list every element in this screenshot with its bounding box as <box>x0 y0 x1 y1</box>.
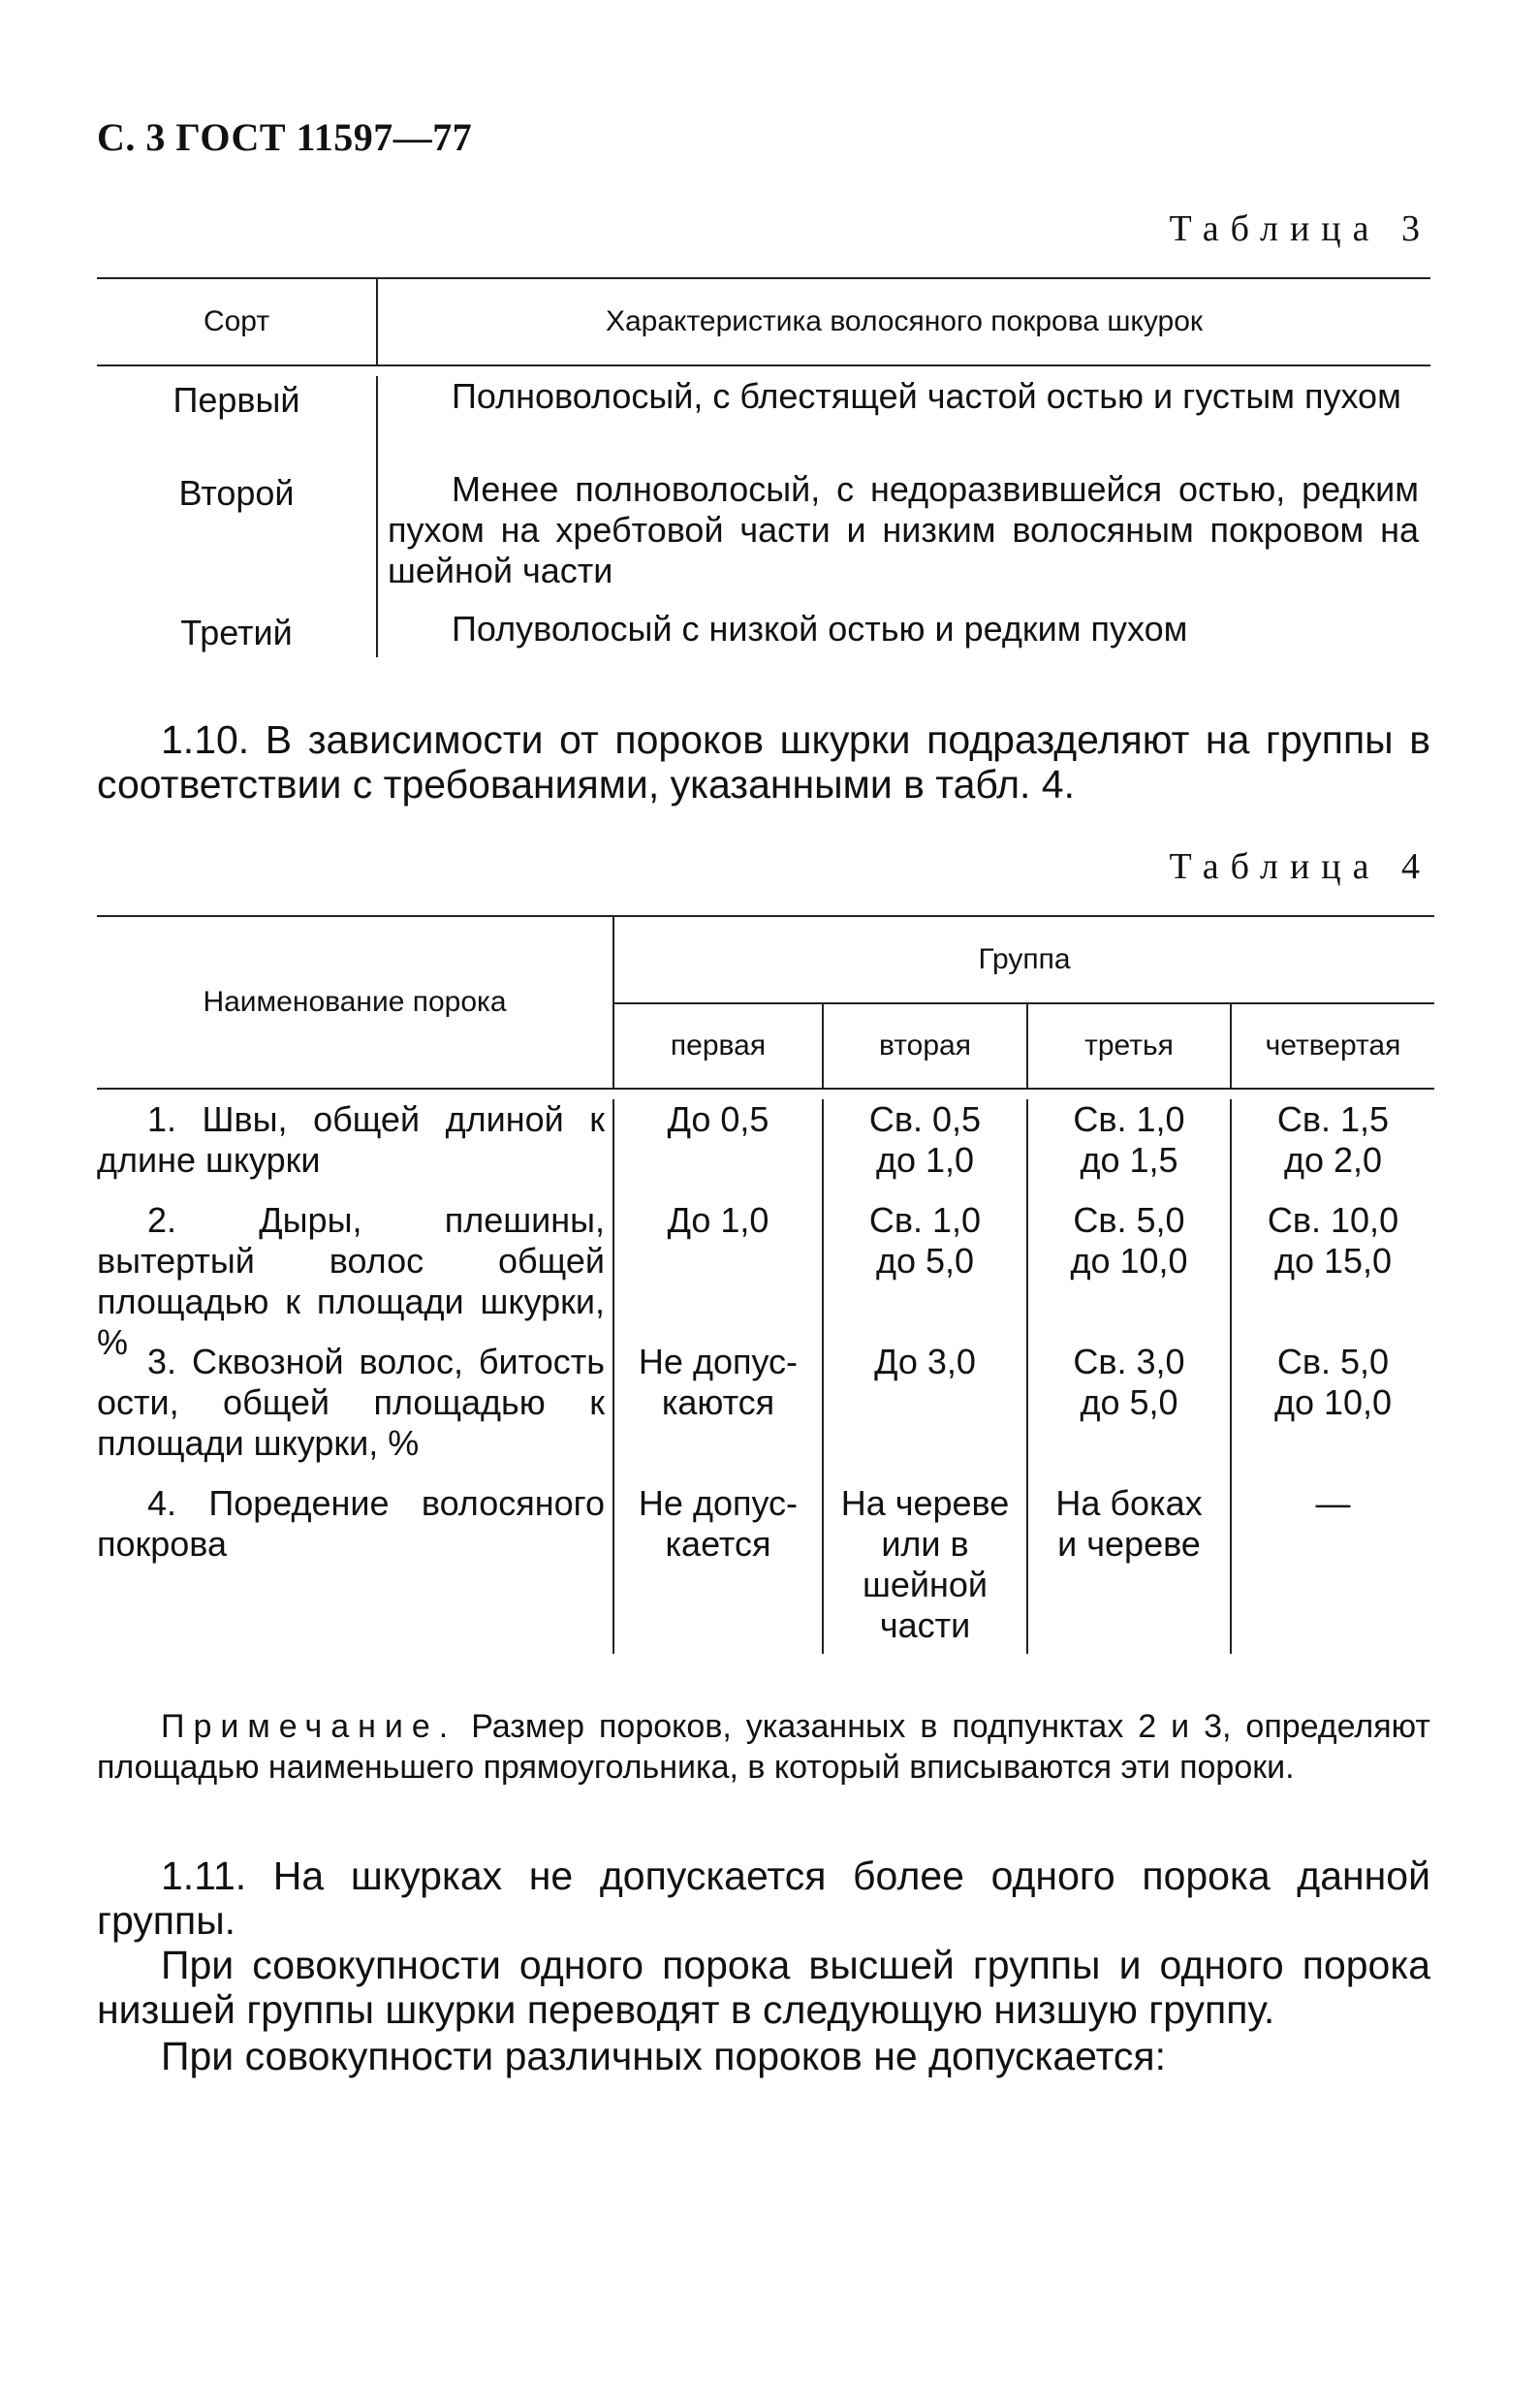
paragraph-combination-2: При совокупности различных пороков не допускается: <box>161 2034 1167 2078</box>
cell-line: Св. 5,0 <box>1073 1200 1185 1240</box>
group-4-value <box>1232 1342 1434 1483</box>
group-2-value <box>824 1099 1028 1200</box>
table-3-caption: Таблица 3 <box>1169 208 1431 249</box>
group-1-value <box>614 1483 824 1654</box>
cell-line: до 10,0 <box>1273 1382 1393 1422</box>
cell-line: До 1,0 <box>667 1200 769 1240</box>
defect-name: 4. Поредение волосяного покрова <box>97 1483 614 1654</box>
paragraph-1-10: 1.10. В зависимости от пороков шкурки подразделяют на группы в соответствии с требованиями, указанными в табл. 4. <box>97 717 1430 807</box>
cell-line: Св. 1,5 <box>1276 1099 1390 1139</box>
table-row <box>97 366 1430 469</box>
table-4-col-third: третья <box>1028 1004 1232 1088</box>
group-3-value <box>1028 1099 1232 1200</box>
group-4-value <box>1232 1200 1434 1342</box>
cell-line: Не допус- <box>638 1483 799 1523</box>
cell-line: До 0,5 <box>667 1099 769 1139</box>
cell-line: — <box>1315 1483 1351 1523</box>
defect-name: 2. Дыры, плешины, вытертый волос общей площадью к площади шкурки, % <box>97 1200 614 1342</box>
group-3-value <box>1028 1483 1232 1654</box>
cell-line: и череве <box>1057 1524 1201 1564</box>
cell-line: до 5,0 <box>1080 1382 1178 1422</box>
table-3-description-text: Полуволосый с низкой остью и редким пухом <box>452 609 1188 649</box>
table-3-description-text: Менее полноволосый, с недоразвившейся остью, редким пухом на хребтовой части и низким волосяным покровом на шейной части <box>388 469 1419 590</box>
table-3-grade: Первый <box>97 376 378 469</box>
cell-line: Св. 1,0 <box>1073 1099 1185 1139</box>
group-4-value <box>1232 1099 1434 1200</box>
cell-line: до 5,0 <box>875 1241 975 1281</box>
table-4-col-fourth: четвертая <box>1265 1030 1401 1061</box>
table-4-header-name: Наименование порока <box>97 917 614 1088</box>
cell-line: каются <box>661 1382 775 1422</box>
paragraph-1-11: 1.11. На шкурках не допускается более одного порока данной группы. <box>97 1854 1430 1943</box>
cell-line: Св. 0,5 <box>868 1099 982 1139</box>
table-4 <box>97 915 1434 1654</box>
cell-line: до 1,0 <box>875 1140 975 1180</box>
cell-line: До 3,0 <box>874 1342 976 1381</box>
cell-line: до 15,0 <box>1273 1241 1393 1281</box>
table-3-header <box>97 279 1430 366</box>
table-3 <box>97 277 1430 667</box>
defect-name: 3. Сквозной волос, битость ости, общей площадью к площади шкурки, % <box>97 1342 614 1483</box>
cell-line: части <box>879 1605 971 1645</box>
table-4-body <box>97 1090 1434 1654</box>
table-4-group-title: Группа <box>614 917 1434 1004</box>
group-1-value <box>614 1099 824 1200</box>
group-1-value <box>614 1200 824 1342</box>
group-2-value <box>824 1200 1028 1342</box>
cell-line: шейной <box>862 1565 989 1604</box>
defect-name: 1. Швы, общей длиной к длине шкурки <box>97 1099 614 1200</box>
group-3-value <box>1028 1342 1232 1483</box>
cell-line: Св. 3,0 <box>1073 1342 1185 1381</box>
group-4-value <box>1232 1483 1434 1654</box>
note <box>97 1706 1430 1788</box>
table-3-description <box>378 609 1430 657</box>
group-2-value <box>824 1483 1028 1654</box>
table-3-description <box>378 469 1430 609</box>
note-text: Размер пороков, указанных в подпунктах 2 и 3, определяют площадью наименьшего прямоугольника, в который вписываются эти пороки. <box>97 1708 1430 1786</box>
cell-line: На боках <box>1055 1483 1203 1523</box>
cell-line: Св. 1,0 <box>868 1200 982 1240</box>
table-row <box>97 1483 1434 1654</box>
cell-line: Св. 5,0 <box>1276 1342 1390 1381</box>
table-3-description-text: Полноволосый, с блестящей частой остью и густым пухом <box>452 376 1401 416</box>
table-3-description <box>378 376 1430 469</box>
cell-line: до 1,5 <box>1080 1140 1178 1180</box>
group-3-value <box>1028 1200 1232 1342</box>
table-4-group-columns <box>614 1004 1434 1088</box>
table-4-header-group <box>614 917 1434 1088</box>
table-3-header-description: Характеристика волосяного покрова шкурок <box>605 305 1204 337</box>
cell-line: Св. 10,0 <box>1267 1200 1399 1240</box>
table-4-col-second: вторая <box>824 1004 1028 1088</box>
table-row <box>97 1099 1434 1200</box>
table-4-col-first: первая <box>614 1004 824 1088</box>
table-4-header <box>97 917 1434 1090</box>
cell-line: На череве <box>840 1483 1010 1523</box>
table-3-grade: Второй <box>97 469 378 609</box>
group-2-value <box>824 1342 1028 1483</box>
group-1-value <box>614 1342 824 1483</box>
table-row <box>97 609 1430 667</box>
table-row <box>97 469 1430 609</box>
table-3-header-grade: Сорт <box>97 279 378 364</box>
page-header: С. 3 ГОСТ 11597—77 <box>97 115 473 159</box>
table-4-caption: Таблица 4 <box>1169 846 1431 887</box>
cell-line: до 2,0 <box>1283 1140 1383 1180</box>
cell-line: или в <box>881 1524 969 1564</box>
note-label: Примечание. <box>161 1708 457 1745</box>
cell-line: Не допус- <box>638 1342 799 1381</box>
paragraph-combination-1: При совокупности одного порока высшей группы и одного порока низшей группы шкурки переводят в следующую низшую группу. <box>97 1943 1430 2032</box>
table-row <box>97 1342 1434 1483</box>
cell-line: кается <box>665 1524 771 1564</box>
table-3-grade: Третий <box>97 609 378 657</box>
cell-line: до 10,0 <box>1070 1241 1188 1281</box>
